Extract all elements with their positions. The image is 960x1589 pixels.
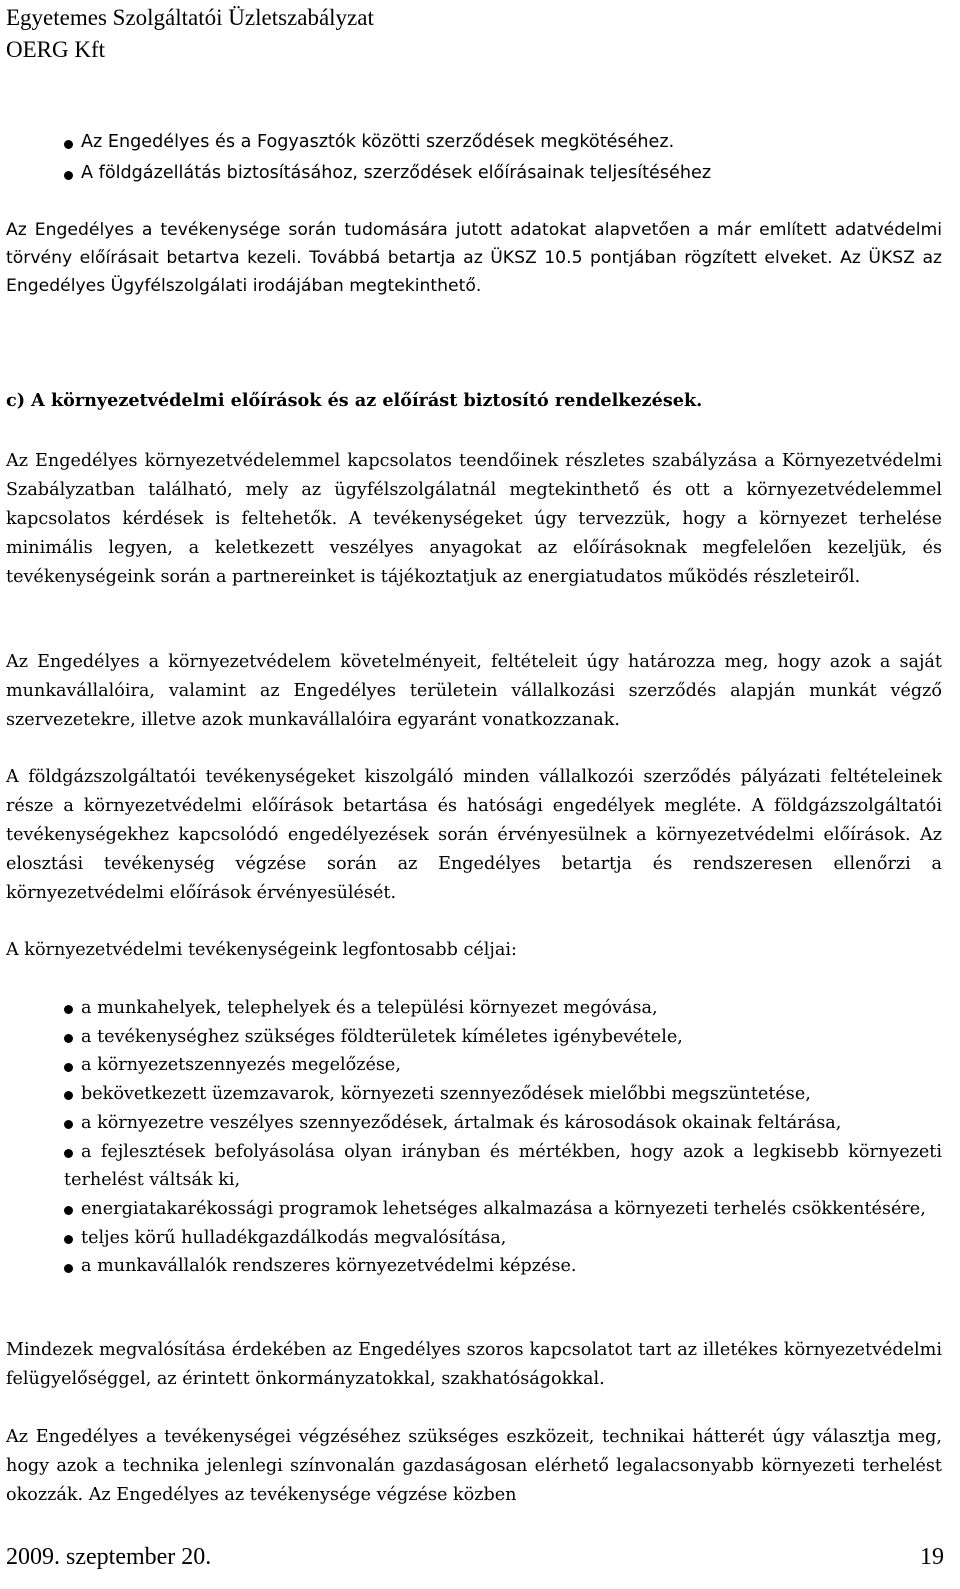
list-item: bekövetkezett üzemzavarok, környezeti szennyeződések mielőbbi megszüntetése, bbox=[64, 1080, 942, 1109]
list-item: A földgázellátás biztosításához, szerződések előírásainak teljesítéséhez bbox=[64, 158, 711, 189]
environment-paragraph-1: Az Engedélyes környezetvédelemmel kapcsolatos teendőinek részletes szabályzása a Környezetvédelmi Szabályzatban található, mely az ügyfélszolgálatnál megtekinthető és ott a környezetvédelemmel kapcsolatos kérdések is feltehetők. A tevékenységeket úgy tervezzük, hogy a környezet terhelése minimális legyen, a keletkezett veszélyes anyagokat az előírásoknak megfelelően kezeljük, és tevékenységeink során a partnereinket is tájékoztatjuk az energiatudatos működés részleteiről. bbox=[6, 451, 942, 587]
bullet-icon bbox=[64, 1264, 73, 1273]
footer-date: 2009. szeptember 20. bbox=[6, 1544, 212, 1570]
list-item: a környezetre veszélyes szennyeződések, ártalmak és károsodások okainak feltárása, bbox=[64, 1109, 942, 1138]
header-company: OERG Kft bbox=[6, 37, 106, 62]
list-item: a fejlesztések befolyásolása olyan irányban és mértékben, hogy azok a legkisebb környezeti terhelést váltsák ki, bbox=[64, 1141, 942, 1191]
bullet-icon bbox=[64, 1034, 73, 1043]
bullet-icon bbox=[64, 1005, 73, 1014]
list-item: Az Engedélyes és a Fogyasztók közötti szerződések megkötéséhez. bbox=[64, 127, 711, 158]
environment-paragraph-4: Mindezek megvalósítása érdekében az Engedélyes szoros kapcsolatot tart az illetékes környezetvédelmi felügyelőséggel, az érintett önkormányzatokkal, szakhatóságokkal. bbox=[6, 1340, 942, 1389]
goals-intro: A környezetvédelmi tevékenységeink legfontosabb céljai: bbox=[6, 940, 517, 960]
bullet-icon bbox=[64, 171, 73, 180]
bullet-icon bbox=[64, 1235, 73, 1244]
goals-bullet-list bbox=[64, 994, 942, 1281]
list-item: a munkahelyek, telephelyek és a települési környezet megóvása, bbox=[64, 994, 942, 1023]
list-item: a munkavállalók rendszeres környezetvédelmi képzése. bbox=[64, 1252, 942, 1281]
bullet-icon bbox=[64, 140, 73, 149]
section-heading: c) A környezetvédelmi előírások és az előírást biztosító rendelkezések. bbox=[6, 390, 703, 411]
bullet-icon bbox=[64, 1206, 73, 1215]
list-item: a tevékenységhez szükséges földterületek kíméletes igénybevétele, bbox=[64, 1023, 942, 1052]
bullet-icon bbox=[64, 1091, 73, 1100]
page-header bbox=[6, 2, 374, 66]
list-item: teljes körű hulladékgazdálkodás megvalósítása, bbox=[64, 1224, 942, 1253]
bullet-icon bbox=[64, 1149, 73, 1158]
bullet-icon bbox=[64, 1120, 73, 1129]
list-item: a környezetszennyezés megelőzése, bbox=[64, 1051, 942, 1080]
page-number: 19 bbox=[920, 1544, 944, 1570]
environment-paragraph-3: A földgázszolgáltatói tevékenységeket kiszolgáló minden vállalkozói szerződés pályázati feltételeinek része a környezetvédelmi előírások betartása és hatósági engedélyek megléte. A földgázszolgáltatói tevékenységekhez kapcsolódó engedélyezések során érvényesülnek a környezetvédelmi előírások. Az elosztási tevékenység végzése során az Engedélyes betartja és rendszeresen ellenőrzi a környezetvédelmi előírások érvényesülését. bbox=[6, 767, 942, 903]
environment-paragraph-5: Az Engedélyes a tevékenységei végzéséhez szükséges eszközeit, technikai hátterét úgy választja meg, hogy azok a technika jelenlegi színvonalán gazdaságosan elérhető legalacsonyabb környezeti terhelést okozzák. Az Engedélyes az tevékenysége végzése közben bbox=[6, 1427, 942, 1505]
top-bullet-list bbox=[64, 127, 711, 189]
bullet-icon bbox=[64, 1063, 73, 1072]
environment-paragraph-2: Az Engedélyes a környezetvédelem követelményeit, feltételeit úgy határozza meg, hogy azok a saját munkavállalóira, valamint az Engedélyes területein vállalkozási szerződés alapján munkát végző szervezetekre, illetve azok munkavállalóira egyaránt vonatkozzanak. bbox=[6, 652, 942, 730]
list-item: energiatakarékossági programok lehetséges alkalmazása a környezeti terhelés csökkentésére, bbox=[64, 1195, 942, 1224]
header-title: Egyetemes Szolgáltatói Üzletszabályzat bbox=[6, 5, 374, 30]
privacy-paragraph: Az Engedélyes a tevékenysége során tudomására jutott adatokat alapvetően a már említett adatvédelmi törvény előírásait betartva kezeli. Továbbá betartja az ÜKSZ 10.5 pontjában rögzített elveket. Az ÜKSZ az Engedélyes Ügyfélszolgálati irodájában megtekinthető. bbox=[6, 220, 942, 296]
page-footer bbox=[6, 1537, 944, 1577]
